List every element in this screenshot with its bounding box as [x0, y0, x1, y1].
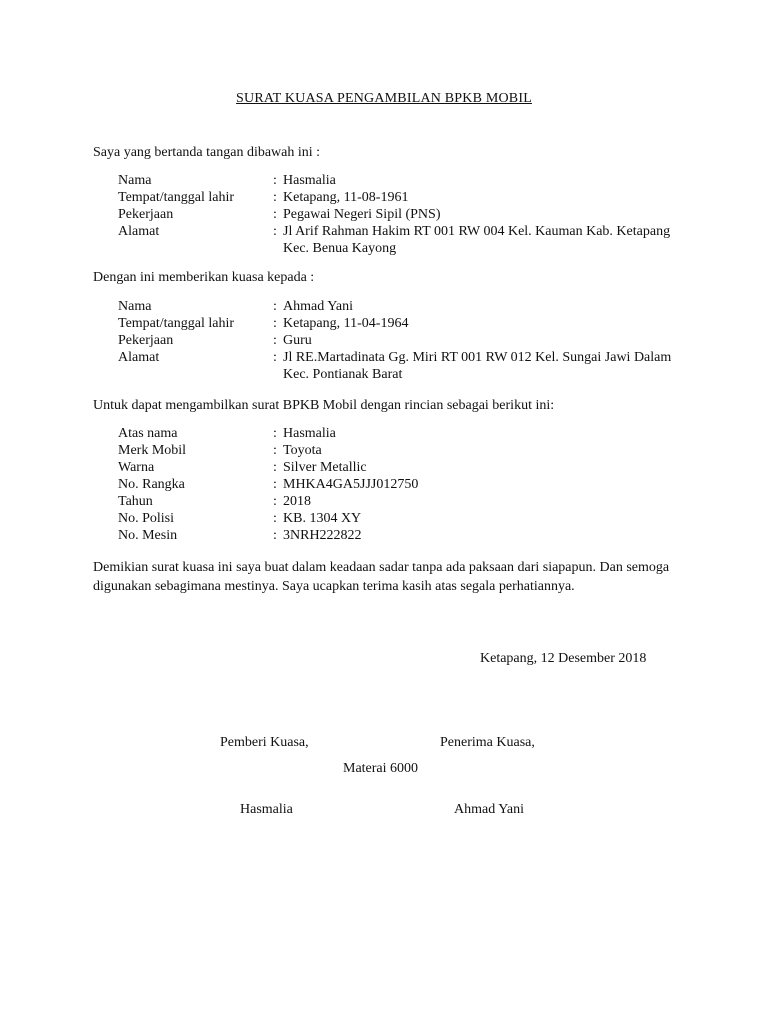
grant-intro-text: Dengan ini memberikan kuasa kepada :: [93, 270, 315, 285]
field-label: Atas nama: [118, 426, 178, 441]
field-label: Pekerjaan: [118, 207, 174, 222]
field-value: Ketapang, 11-04-1964: [283, 316, 409, 331]
field-value: Guru: [283, 333, 312, 348]
grantee-row-name: Nama : Ahmad Yani: [118, 298, 688, 315]
vehicle-row-year: Tahun : 2018: [118, 493, 688, 510]
purpose-intro-text: Untuk dapat mengambilkan surat BPKB Mobil dengan rincian sebagai berikut ini:: [93, 398, 555, 413]
grantor-fields: [118, 172, 688, 257]
vehicle-fields: [118, 425, 688, 544]
field-value: MHKA4GA5JJJ012750: [283, 477, 419, 492]
closing-paragraph: Demikian surat kuasa ini saya buat dalam keadaan sadar tanpa ada paksaan dari siapapun. Dan semoga digunakan sebagimana mestinya. Saya ucapkan terima kasih atas segala perhatiannya.: [93, 560, 670, 594]
intro-text: Saya yang bertanda tangan dibawah ini :: [93, 145, 321, 160]
field-label: Merk Mobil: [118, 443, 187, 458]
field-value: 3NRH222822: [283, 528, 362, 543]
grantee-row-occupation: Pekerjaan : Guru: [118, 332, 688, 349]
field-value: Pegawai Negeri Sipil (PNS): [283, 207, 441, 222]
vehicle-row-plate: No. Polisi : KB. 1304 XY: [118, 510, 688, 527]
field-label: Pekerjaan: [118, 333, 174, 348]
field-label: No. Polisi: [118, 511, 175, 526]
document-title: SURAT KUASA PENGAMBILAN BPKB MOBIL: [236, 91, 532, 106]
grantee-row-address: Alamat : Jl RE.Martadinata Gg. Miri RT 001 RW 012 Kel. Sungai Jawi Dalam Kec. Pontianak Barat: [118, 349, 688, 383]
grantor-row-birth: Tempat/tanggal lahir : Ketapang, 11-08-1961: [118, 189, 688, 206]
field-label: Warna: [118, 460, 155, 475]
field-value: Toyota: [283, 443, 322, 458]
field-label: Alamat: [118, 350, 160, 365]
field-label: Tempat/tanggal lahir: [118, 190, 235, 205]
field-value: Hasmalia: [283, 426, 336, 441]
giver-name: Hasmalia: [240, 802, 293, 817]
grantee-row-birth: Tempat/tanggal lahir : Ketapang, 11-04-1964: [118, 315, 688, 332]
field-value: Hasmalia: [283, 173, 336, 188]
receiver-name: Ahmad Yani: [454, 802, 525, 817]
field-label: No. Rangka: [118, 477, 185, 492]
field-label: No. Mesin: [118, 528, 178, 543]
field-label: Tahun: [118, 494, 153, 509]
grantee-fields: [118, 298, 688, 383]
vehicle-row-chassis: No. Rangka : MHKA4GA5JJJ012750: [118, 476, 688, 493]
field-value: Silver Metallic: [283, 460, 367, 475]
receiver-label: Penerima Kuasa,: [440, 735, 535, 750]
field-label: Tempat/tanggal lahir: [118, 316, 235, 331]
grantor-row-occupation: Pekerjaan : Pegawai Negeri Sipil (PNS): [118, 206, 688, 223]
vehicle-row-brand: Merk Mobil : Toyota: [118, 442, 688, 459]
stamp-label: Materai 6000: [343, 761, 419, 776]
grantor-row-name: Nama : Hasmalia: [118, 172, 688, 189]
place-date: Ketapang, 12 Desember 2018: [480, 651, 647, 666]
field-value: 2018: [283, 494, 311, 509]
vehicle-row-engine: No. Mesin : 3NRH222822: [118, 527, 688, 544]
field-value: Ketapang, 11-08-1961: [283, 190, 409, 205]
vehicle-row-owner: Atas nama : Hasmalia: [118, 425, 688, 442]
field-label: Nama: [118, 173, 152, 188]
field-label: Alamat: [118, 224, 160, 239]
field-value: Ahmad Yani: [283, 299, 354, 314]
giver-label: Pemberi Kuasa,: [220, 735, 309, 750]
vehicle-row-color: Warna : Silver Metallic: [118, 459, 688, 476]
field-value: KB. 1304 XY: [283, 511, 362, 526]
field-value: Jl RE.Martadinata Gg. Miri RT 001 RW 012 Kel. Sungai Jawi Dalam Kec. Pontianak Barat: [283, 350, 672, 382]
field-label: Nama: [118, 299, 152, 314]
field-value: Jl Arif Rahman Hakim RT 001 RW 004 Kel. Kauman Kab. Ketapang Kec. Benua Kayong: [283, 224, 671, 256]
grantor-row-address: Alamat : Jl Arif Rahman Hakim RT 001 RW 004 Kel. Kauman Kab. Ketapang Kec. Benua Kayong: [118, 223, 688, 257]
